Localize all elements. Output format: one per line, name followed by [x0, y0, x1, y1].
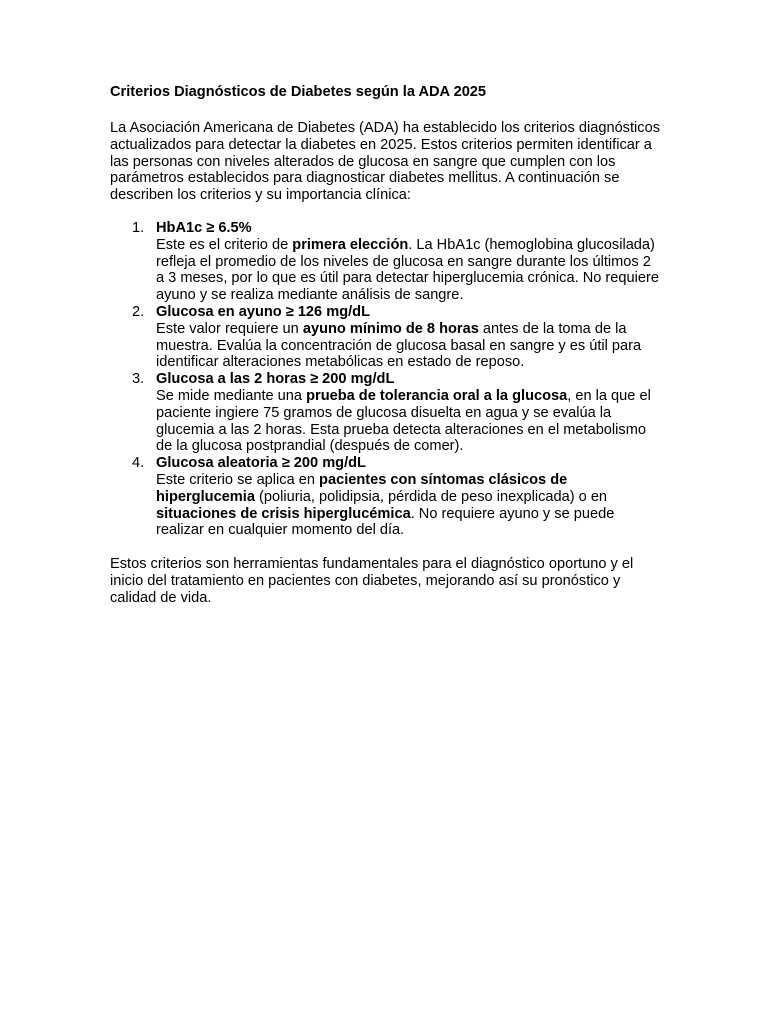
criterion-item [110, 455, 662, 539]
criterion-description [156, 472, 662, 539]
criterion-emphasis: ayuno mínimo de 8 horas [302, 320, 479, 337]
intro-paragraph: La Asociación Americana de Diabetes (ADA) ha establecido los criterios diagnósticos actualizados para detectar la diabetes en 2025. Estos criterios permiten identificar a las personas con niveles alterados de glucosa en sangre que cumplen con los parámetros establecidos para diagnosticar diabetes mellitus. A continuación se describen los criterios y su importancia clínica: [110, 120, 660, 204]
criteria-list [110, 220, 662, 539]
criterion-emphasis: situaciones de crisis hiperglucémica [156, 505, 411, 522]
criterion-heading: Glucosa aleatoria ≥ 200 mg/dL [156, 455, 366, 472]
criterion-text: , en la que el paciente ingiere 75 gramos de glucosa disuelta en agua y se evalúa la glucemia a las 2 horas. Esta prueba detecta alteraciones en el metabolismo de la glucosa postprandial (después de comer). [156, 387, 651, 455]
criterion-text: Este criterio se aplica en [156, 471, 320, 488]
criterion-emphasis: pacientes con síntomas clásicos de hiperglucemia [156, 471, 568, 505]
criterion-heading: Glucosa a las 2 horas ≥ 200 mg/dL [156, 371, 395, 388]
criterion-description [156, 321, 662, 371]
criterion-number: 2. [132, 303, 145, 320]
criterion-description [156, 237, 662, 304]
criterion-emphasis: primera elección [292, 236, 409, 253]
criterion-heading: HbA1c ≥ 6.5% [156, 219, 252, 236]
closing-paragraph: Estos criterios son herramientas fundamentales para el diagnóstico oportuno y el inicio del tratamiento en pacientes con diabetes, mejorando así su pronóstico y calidad de vida. [110, 556, 634, 606]
criterion-item [110, 371, 662, 455]
criterion-text: (poliuria, polidipsia, pérdida de peso inexplicada) o en [254, 488, 608, 505]
criterion-number: 1. [132, 219, 145, 236]
criterion-item [110, 220, 662, 304]
document-page [110, 84, 662, 607]
criterion-text: antes de la toma de la muestra. Evalúa la concentración de glucosa basal en sangre y es útil para identificar alteraciones metabólicas en estado de reposo. [156, 320, 642, 371]
criterion-emphasis: prueba de tolerancia oral a la glucosa [306, 387, 568, 404]
criterion-number: 4. [132, 455, 145, 472]
document-title: Criterios Diagnósticos de Diabetes según la ADA 2025 [110, 84, 487, 100]
criterion-text: Este valor requiere un [156, 320, 303, 337]
criterion-text: Este es el criterio de [156, 236, 293, 253]
criterion-number: 3. [132, 371, 145, 388]
criterion-heading: Glucosa en ayuno ≥ 126 mg/dL [156, 303, 370, 320]
criterion-text: . La HbA1c (hemoglobina glucosilada) refleja el promedio de los niveles de glucosa en sangre durante los últimos 2 a 3 meses, por lo que es útil para detectar hiperglucemia crónica. No requiere ayuno y se realiza mediante análisis de sangre. [156, 236, 659, 304]
criterion-text: Se mide mediante una [156, 387, 307, 404]
criterion-text: . No requiere ayuno y se puede realizar en cualquier momento del día. [156, 505, 615, 539]
criterion-description [156, 388, 662, 455]
criterion-item [110, 304, 662, 371]
